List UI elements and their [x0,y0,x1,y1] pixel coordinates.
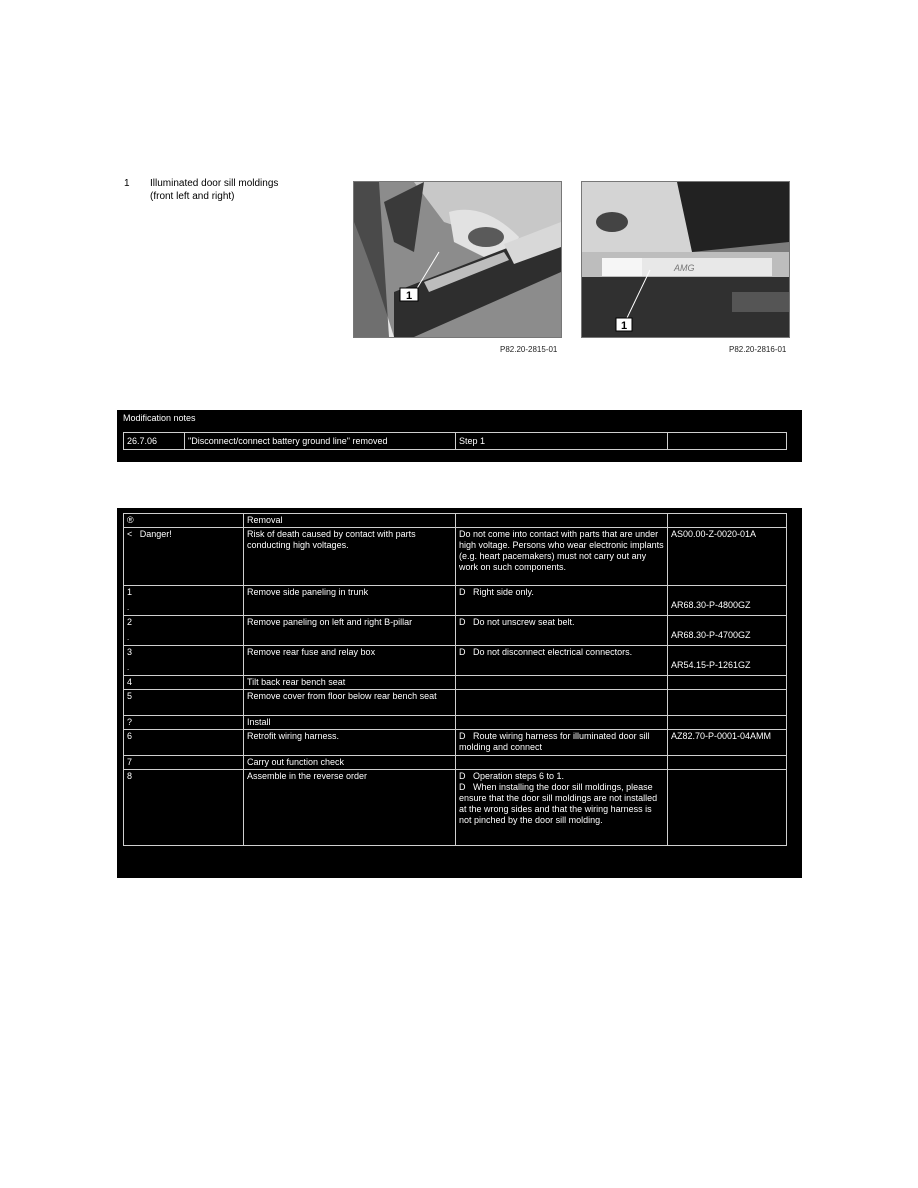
modification-notes-box [117,410,802,462]
empty-cell [456,514,668,528]
note-bullet-icon: D [459,647,466,657]
table-row [124,586,787,616]
table-row [124,646,787,676]
step-action: Carry out function check [244,756,456,770]
step-number: 8 [124,770,244,846]
mod-date: 26.7.06 [124,433,185,450]
figure-caption-right: P82.20-2816-01 [729,345,787,354]
table-row [124,514,787,528]
step-number: 7 [124,756,244,770]
step-number: 4 [124,676,244,690]
danger-label [124,528,244,586]
step-note [456,730,668,756]
step-action: Remove rear fuse and relay box [244,646,456,676]
mod-step: Step 1 [456,433,668,450]
mod-extra [668,433,787,450]
note-bullet-icon: D [459,587,466,597]
danger-text: Danger! [139,529,172,539]
legend-text-line2: (front left and right) [150,191,235,202]
modification-notes-title: Modification notes [123,413,196,423]
danger-instruction: Do not come into contact with parts that are under high voltage. Persons who wear electronic implants (e.g. heart pacemakers) must not carry out any work on such components. [456,528,668,586]
step-reference: AR68.30-P-4700GZ [668,616,787,646]
note-bullet-icon: D [459,731,466,741]
step-note [456,646,668,676]
step-reference: AR54.15-P-1261GZ [668,646,787,676]
step-note [456,616,668,646]
step-note-text: When installing the door sill moldings, please ensure that the door sill moldings are not installed at the wrong sides and that the wiring harness is not pinched by the door sill molding. [459,782,658,825]
step-dot: . [127,603,130,612]
step-number: 6 [124,730,244,756]
mod-change: "Disconnect/connect battery ground line" removed [185,433,456,450]
step-number-text: 1 [127,587,133,597]
legend-text-line1: Illuminated door sill moldings [150,178,279,189]
step-action: Remove side paneling in trunk [244,586,456,616]
table-row [124,716,787,730]
empty-cell [456,716,668,730]
section-heading-install: Install [244,716,456,730]
step-reference: AZ82.70-P-0001-04AMM [668,730,787,756]
table-row [124,676,787,690]
empty-cell [668,770,787,846]
note-bullet-icon: D [459,617,466,627]
amg-badge: AMG [674,263,695,273]
empty-cell [668,716,787,730]
step-note-text: Operation steps 6 to 1. [473,771,565,781]
step-note-text: Route wiring harness for illuminated door sill molding and connect [459,731,650,752]
step-note-text: Do not unscrew seat belt. [473,617,575,627]
table-row [124,770,787,846]
empty-cell [668,690,787,716]
table-row [124,730,787,756]
step-dot: . [127,633,130,642]
table-row [124,528,787,586]
table-row [124,690,787,716]
procedure-table [123,513,787,846]
step-number-text: 2 [127,617,133,627]
section-heading-removal: Removal [244,514,456,528]
callout-1-left: 1 [405,290,413,302]
empty-cell [456,756,668,770]
step-action: Remove paneling on left and right B-pillar [244,616,456,646]
step-number: 5 [124,690,244,716]
step-note [456,770,668,846]
table-row [124,616,787,646]
table-row [124,756,787,770]
legend-number: 1 [124,178,130,189]
step-note-text: Right side only. [473,587,534,597]
note-bullet-icon: D [459,771,466,781]
step-number [124,616,244,646]
step-number-text: 3 [127,647,133,657]
empty-cell [456,676,668,690]
danger-reference: AS00.00-Z-0020-01A [668,528,787,586]
danger-icon: < [127,529,133,539]
procedure-box [117,508,802,878]
empty-cell [668,676,787,690]
modification-row [124,433,787,450]
empty-cell [456,690,668,716]
step-note [456,586,668,616]
step-dot: . [127,663,130,672]
figure-caption-left: P82.20-2815-01 [500,345,558,354]
empty-cell [668,756,787,770]
callout-1-right: 1 [620,320,628,332]
step-reference: AR68.30-P-4800GZ [668,586,787,616]
step-number [124,586,244,616]
danger-risk: Risk of death caused by contact with parts conducting high voltages. [244,528,456,586]
legend-text [150,177,310,203]
step-note-text: Do not disconnect electrical connectors. [473,647,633,657]
modification-notes-table [123,432,787,450]
empty-cell [668,514,787,528]
step-action: Retrofit wiring harness. [244,730,456,756]
door-sill-photo-right [581,181,790,338]
note-bullet-icon: D [459,782,466,792]
row-symbol: ? [124,716,244,730]
step-action: Tilt back rear bench seat [244,676,456,690]
door-sill-photo-left [353,181,562,338]
step-action: Remove cover from floor below rear bench seat [244,690,456,716]
row-symbol: ® [124,514,244,528]
step-number [124,646,244,676]
step-action: Assemble in the reverse order [244,770,456,846]
